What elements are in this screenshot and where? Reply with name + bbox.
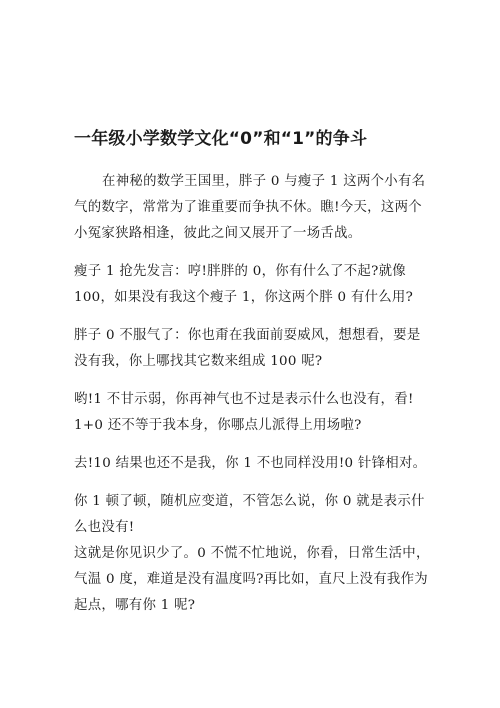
text-line: 这就是你见识少了。0 不慌不忙地说，你看，日常生活中， bbox=[74, 546, 430, 561]
document-title: 一年级小学数学文化“0”和“1”的争斗 bbox=[74, 129, 368, 149]
paragraph-0-retorts bbox=[74, 451, 434, 477]
paragraph-0-replies bbox=[74, 323, 434, 375]
text-line: 你 1 顿了顿，随机应变道，不管怎么说，你 0 就是表示什 bbox=[74, 494, 425, 509]
paragraph-intro bbox=[74, 169, 434, 247]
paragraph-1-counters bbox=[74, 387, 434, 439]
paragraph-1-adapts bbox=[74, 489, 434, 541]
text-line: 1+0 还不等于我本身，你哪点儿派得上用场啦? bbox=[74, 418, 362, 433]
text-line: 起点，哪有你 1 呢? bbox=[74, 598, 196, 613]
text-line: 在神秘的数学王国里，胖子 0 与瘦子 1 这两个小有名 bbox=[102, 174, 426, 189]
text-line: 哟!1 不甘示弱，你再神气也不过是表示什么也没有，看! bbox=[74, 392, 414, 407]
paragraph-0-explains bbox=[74, 541, 434, 619]
text-line: 小冤家狭路相逢，彼此之间又展开了一场舌战。 bbox=[74, 226, 362, 241]
text-line: 气的数字，常常为了谁重要而争执不休。瞧!今天，这两个 bbox=[74, 200, 422, 215]
text-line: 100，如果没有我这个瘦子 1，你这两个胖 0 有什么用? bbox=[74, 290, 414, 305]
text-line: 胖子 0 不服气了：你也甭在我面前耍威风，想想看，要是 bbox=[74, 328, 421, 343]
text-line: 气温 0 度，难道是没有温度吗?再比如，直尺上没有我作为 bbox=[74, 572, 428, 587]
text-line: 瘦子 1 抢先发言：哼!胖胖的 0，你有什么了不起?就像 bbox=[74, 264, 406, 279]
paragraph-1-speaks bbox=[74, 259, 434, 311]
text-line: 没有我，你上哪找其它数来组成 100 呢? bbox=[74, 354, 323, 369]
text-line: 去!10 结果也还不是我，你 1 不也同样没用!0 针锋相对。 bbox=[74, 456, 427, 471]
text-line: 么也没有! bbox=[74, 520, 135, 535]
